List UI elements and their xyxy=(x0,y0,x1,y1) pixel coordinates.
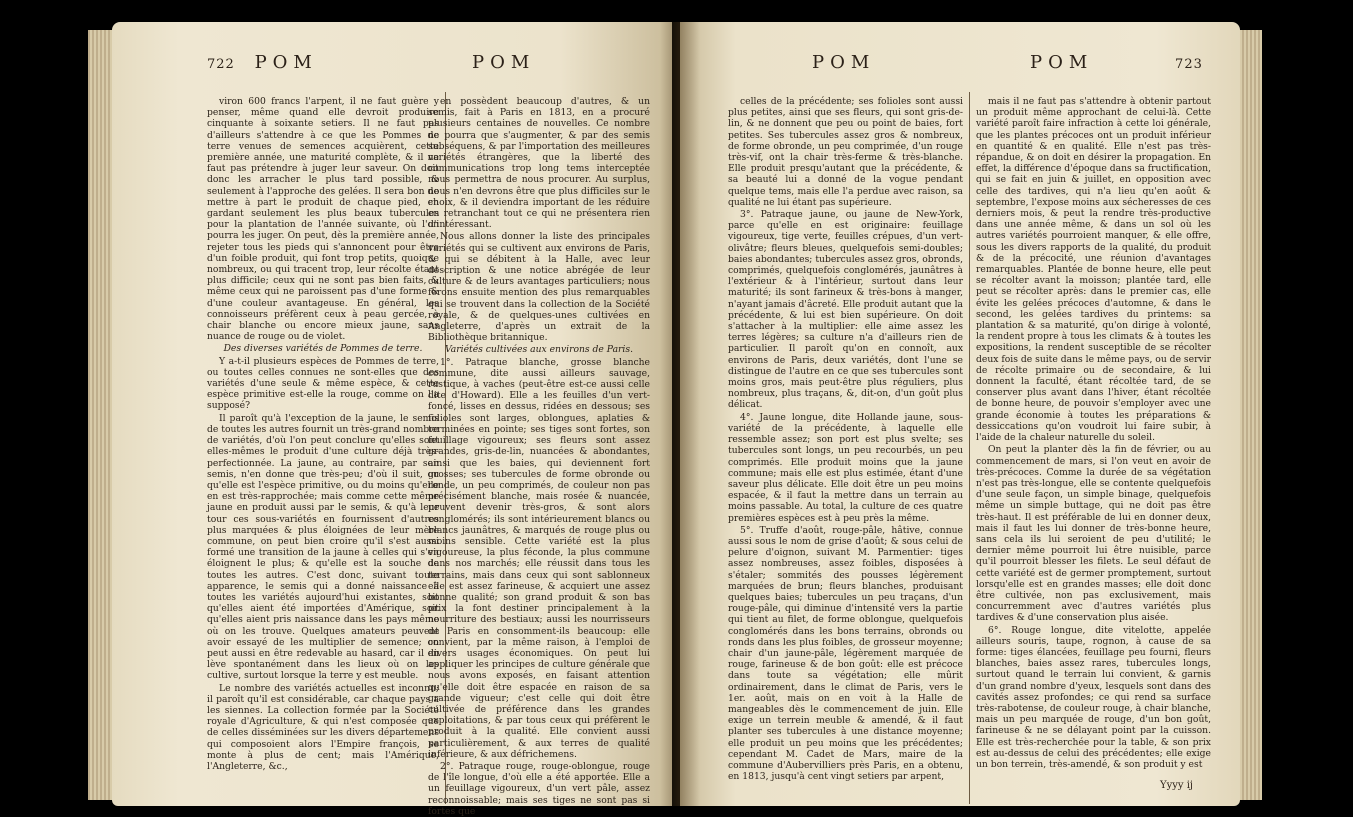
paragraph: Y a-t-il plusieurs espèces de Pommes de terre, ou toutes celles connues ne sont-elles que des variétés d'une seule & même espèce, & cette espèce primitive est-elle la rouge, comme on l'a supposé? xyxy=(207,355,439,412)
paragraph: en possèdent beaucoup d'autres, & un semis, fait à Paris en 1813, en a procuré plusieurs centaines de nouvelles. Ce nombre ne pourra que s'augmenter, & par des semis subséquens, & par l'importation des meilleures variétés étrangères, que la liberté des communications trop long tems interceptée nous permettra de nous procurer. Au surplus, nous n'en devrons être que plus difficiles sur le choix, & il deviendra important de les réduire en retranchant tout ce qui ne présentera rien d'intéressant. xyxy=(428,96,650,231)
left-page xyxy=(112,22,672,817)
left-page-column-2 xyxy=(428,96,650,817)
left-page-number: 722 xyxy=(207,57,235,72)
right-page-header xyxy=(1030,52,1203,73)
right-page-column-1 xyxy=(728,96,963,782)
section-title: Des diverses variétés de Pommes de terre. xyxy=(223,343,423,355)
left-running-head-1: POM xyxy=(254,52,318,73)
left-page-column-1 xyxy=(207,96,439,772)
paragraph: Le nombre des variétés actuelles est inconnu; il paroît qu'il est considérable, car chaque pays a les siennes. La collection formée par la Société royale d'Agriculture, & qui n'est composée que de celles disséminées sur les divers départemens qui composoient alors l'Empire françois, se monte à plus de cent; mais l'Amérique, l'Angleterre, &c., xyxy=(207,682,439,772)
column-rule xyxy=(969,92,970,804)
right-page-column-2 xyxy=(976,96,1211,770)
paragraph: mais il ne faut pas s'attendre à obtenir partout un produit même approchant de celui-là. Cette variété paroît faire infraction à cette loi générale, que les plantes précoces ont un produit inférieur en quantité & en qualité. Elle n'est pas très-répandue, & on doit en désirer la propagation. En effet, la différence d'époque dans sa fructification, qui se fait en juin & juillet, en opposition avec celle des tardives, qui n'a lieu qu'en août & septembre, l'expose moins aux sécheresses de ces derniers mois, & peut la rendre très-productive dans une année même, & dans un sol où les autres variétés pourroient manquer, & elle offre, sous les divers rapports de la qualité, du produit & de la précocité, une réunion d'avantages remarquables. Plantée de bonne heure, elle peut se récolter avant la moisson; plantée tard, elle peut se récolter après: dans le premier cas, elle évite les gelées précoces d'automne, & dans le second, les gelées tardives du printems: sa plantation & sa maturité, qu'on dirige à volonté, la rendent propre à tous les climats & à toutes les expositions, la rendent susceptible de se récolter deux fois de suite dans le même pays, ou de servir de récolte primaire ou de secondaire, & lui donnent la faculté, étant récoltée tard, de se conserver plus avant dans l'hiver, étant récoltée de bonne heure, de pouvoir s'employer avec une grande économie à toutes les préparations & dessiccations qu'on voudroit lui faire subir, à l'aide de la chaleur naturelle du soleil. xyxy=(976,96,1211,444)
paragraph: On peut la planter dès la fin de février, ou au commencement de mars, si l'on veut en avoir de très-précoces. Comme la durée de sa végétation n'est pas très-longue, elle se contente quelquefois d'une seule façon, un simple binage, quelquefois même un simple buttage, qui ne doit pas être très-haut. Il est préférable de lui en donner deux, mais il faut les lui donner de très-bonne heure, sans cela ils lui seroient de peu d'utilité; le dernier même pourroit lui être nuisible, parce qu'il pourroit blesser les filets. Le seul défaut de cette variété est de germer promptement, surtout lorsqu'elle est en grandes masses; elle doit donc être cultivée, non pas exclusivement, mais concurremment avec d'autres variétés plus tardives & d'une conservation plus aisée. xyxy=(976,444,1211,624)
left-running-head-2: POM xyxy=(472,52,536,73)
paragraph: 3°. Patraque jaune, ou jaune de New-York, parce qu'elle en est originaire: feuillage vigoureux, tige verte, feuilles crépues, d'un vert-olivâtre; fleurs bleues, quelquefois semi-doubles; baies abondantes; tubercules assez gros, obronds, comprimés, quelquefois conglomérés, jaunâtres à l'extérieur & à l'intérieur, surtout dans leur maturité; ils sont farineux & très-bons à manger, n'ayant jamais d'âcreté. Elle produit autant que la précédente, & lui est bien supérieure. On doit s'attacher à la multiplier: elle aime assez les terres légères; sa culture n'a d'ailleurs rien de particulier. Il paroît qu'on en connoît, aux environs de Paris, deux variétés, dont l'une se distingue de l'autre en ce que ses tubercules sont moins gros, mais peut-être plus réguliers, plus nombreux, plus traçans, &, dit-on, d'un goût plus délicat. xyxy=(728,209,963,411)
left-page-header xyxy=(207,52,318,73)
paragraph: celles de la précédente; ses folioles sont aussi plus petites, ainsi que ses fleurs, qui sont gris-de-lin, & ne donnent que peu ou point de baies, fort petites. Ses tubercules assez gros & nombreux, de forme obronde, un peu comprimée, d'un rouge très-vif, ont la chair très-ferme & très-blanche. Elle produit presqu'autant que la précédente, & sa beauté lui a donné de la vogue pendant quelque tems, mais elle l'a perdue avec raison, sa qualité ne lui étant pas supérieure. xyxy=(728,96,963,208)
paragraph: 5°. Truffe d'août, rouge-pâle, hâtive, connue aussi sous le nom de grise d'août; & sous celui de pelure d'oignon, suivant M. Parmentier: tiges assez nombreuses, assez foibles, disposées à s'étaler; sommités des pousses légèrement marquées de brun; fleurs blanches, produisant quelques baies; tubercules un peu traçans, d'un rouge-pâle, qui diminue d'intensité vers la partie qui tient au filet, de forme oblongue, quelquefois conglomérés dans les bons terrains, obronds ou ronds dans les plus foibles, de grosseur moyenne; chair d'un jaune-pâle, légèrement marquée de rouge, farineuse & de bon goût: elle est précoce dans toute sa végétation; elle mûrit ordinairement, dans le climat de Paris, vers le 1er. août, mais on en voit à la Halle de mangeables dès le commencement de juin. Elle exige un terrein meuble & amendé, & il faut planter ses tubercules à une distance moyenne; elle produit un peu moins que les précédentes; cependant M. Cadet de Mars, maire de la commune d'Aubervilliers près Paris, en a obtenu, en 1813, jusqu'à cent vingt setiers par arpent, xyxy=(728,524,963,783)
left-page-edges xyxy=(88,30,114,800)
paragraph: 6°. Rouge longue, dite vitelotte, appelée ailleurs souris, taupe, rognon, à cause de sa forme: tiges élancées, feuillage peu fourni, fleurs blanches, baies assez rares, tubercules longs, surtout quand le terrain lui convient, & garnis d'un grand nombre d'yeux, lesquels sont dans des cavités assez profondes; ce qui rend sa surface très-rabotense, de couleur rouge, à chair blanche, mais un peu marquée de rouge, d'un bon goût, farineuse & ne se délayant point par la cuisson. Elle est très-recherchée pour la table, & son prix est au-dessus de celui des précédentes; elle exige un bon terrein, très-amendé, & son produit y est xyxy=(976,624,1211,770)
right-page-edges xyxy=(1238,30,1262,800)
right-page xyxy=(680,22,1240,806)
signature-mark: Yyyy ij xyxy=(1160,780,1194,791)
right-page-number: 723 xyxy=(1175,57,1203,72)
paragraph: Nous allons donner la liste des principales variétés qui se cultivent aux environs de Paris, & qui se débitent à la Halle, avec leur description & une notice abrégée de leur culture & de leurs avantages particuliers; nous ferons ensuite mention des plus remarquables qui se trouvent dans la collection de la Société royale, & de quelques-unes cultivées en Angleterre, d'après un extrait de la Bibliothèque britannique. xyxy=(428,231,650,344)
paragraph: Il paroît qu'à l'exception de la jaune, le semis de toutes les autres fournit un très-grand nombre de variétés, d'où l'on peut conclure qu'elles sont elles-mêmes le produit d'une culture déjà très-perfectionnée. La jaune, au contraire, par son semis, n'en donne que très-peu; d'où il suit, ou qu'elle est l'espèce primitive, ou du moins qu'elle en est très-rapprochée; mais comme cette même jaune en produit aussi par le semis, & qu'à leur tour ces sous-variétés en fournissent d'autres plus marquées & plus éloignées de leur mère commune, on peut bien croire qu'il s'est aussi formé une transition de la jaune à celles qui s'en éloignent le plus; & qu'elle est la souche de toutes les autres. C'est donc, suivant toute apparence, le semis qui a donné naissance à toutes les variétés aujourd'hui existantes, soit qu'elles aient été importées d'Amérique, soit qu'elles aient pris naissance dans les pays même où on les trouve. Quelques amateurs peuvent avoir essayé de les multiplier de semence; on peut aussi en être redevable au hasard, car il en lève spontanément dans les lieux où on les cultive, surtout lorsque la terre y est meuble. xyxy=(207,412,439,682)
book-gutter xyxy=(660,22,700,806)
right-running-head-1: POM xyxy=(812,52,876,73)
paragraph: 1°. Patraque blanche, grosse blanche commune, dite aussi ailleurs sauvage, rustique, à vaches (peut-être est-ce aussi celle dite d'Howard). Elle a les feuilles d'un vert-foncé, lisses en dessus, ridées en dessous; ses folioles sont larges, oblongues, aplaties & terminées en pointe; ses tiges sont fortes, son feuillage vigoureux; ses fleurs sont assez grandes, gris-de-lin, nuancées & abondantes, ainsi que les baies, qui deviennent fort grosses; ses tubercules de forme obronde ou ronde, un peu comprimés, de couleur non pas précisément blanche, mais rosée & nuancée, peuvent devenir très-gros, & sont alors conglomérés; ils sont intérieurement blancs ou blancs jaunâtres, & marqués de rouge plus ou moins sensible. Cette variété est la plus vigoureuse, la plus féconde, la plus commune dans nos marchés; elle réussit dans tous les terrains, mais dans ceux qui sont sablonneux elle est assez farineuse, & acquiert une assez bonne qualité; son grand produit & son bas prix la font destiner principalement à la nourriture des bestiaux; aussi les nourrisseurs de Paris en consomment-ils beaucoup: elle convient, par la même raison, à l'emploi de divers usages économiques. On peut lui appliquer les principes de culture générale que nous avons exposés, en faisant attention qu'elle doit être espacée en raison de sa grande vigueur; c'est celle qui doit être cultivée de préférence dans les grandes exploitations, & par tous ceux qui préfèrent le produit à la qualité. Elle convient aussi particulièrement, & aux terres de qualité inférieure, & aux défrichemens. xyxy=(428,356,650,760)
paragraph: viron 600 francs l'arpent, il ne faut guère y penser, même quand elle devroit produire cinquante à soixante setiers. Il ne faut pas d'ailleurs s'attendre à ce que les Pommes de terre venues de semences acquièrent, cette première année, une maturité complète, & il ne faut pas prétendre à juger leur saveur. On doit donc les arracher le plus tard possible, & seulement à l'approche des gelées. Il sera bon de mettre à part le produit de chaque pied, en gardant seulement les plus beaux tubercules pour la plantation de l'année suivante, où l'on pourra les juger. On peut, dès la première année, rejeter tous les pieds qui s'annoncent pour être d'un foible produit, qui font trop petits, quoique nombreux, ou qui tracent trop, leur récolte étant plus difficile; ceux qui ne sont pas bien faits, & même ceux qui ne paroissent pas d'une forme & d'une couleur avantageuse. En général, les connoisseurs préfèrent ceux à peau gercée, à chair blanche ou encore mieux jaune, sans nuance de rouge ou de violet. xyxy=(207,96,439,343)
right-running-head-2: POM xyxy=(1030,52,1094,73)
section-title: Variétés cultivées aux environs de Paris. xyxy=(444,344,634,356)
paragraph: 2°. Patraque rouge, rouge-oblongue, rouge de l'île longue, d'où elle a été apportée. Elle a un feuillage vigoureux, d'un vert pâle, assez reconnoissable; mais ses tiges ne sont pas si fortes que xyxy=(428,760,650,817)
paragraph: 4°. Jaune longue, dite Hollande jaune, sous-variété de la précédente, à laquelle elle ressemble assez; son port est plus svelte; ses tubercules sont longs, un peu recourbés, un peu comprimés. Elle produit moins que la jaune commune; mais elle est plus estimée, étant d'une saveur plus délicate. Elle doit être un peu moins espacée, & il faut la mettre dans un terrain au moins passable. Au total, la culture de ces quatre premières espèces est à peu près la même. xyxy=(728,411,963,524)
